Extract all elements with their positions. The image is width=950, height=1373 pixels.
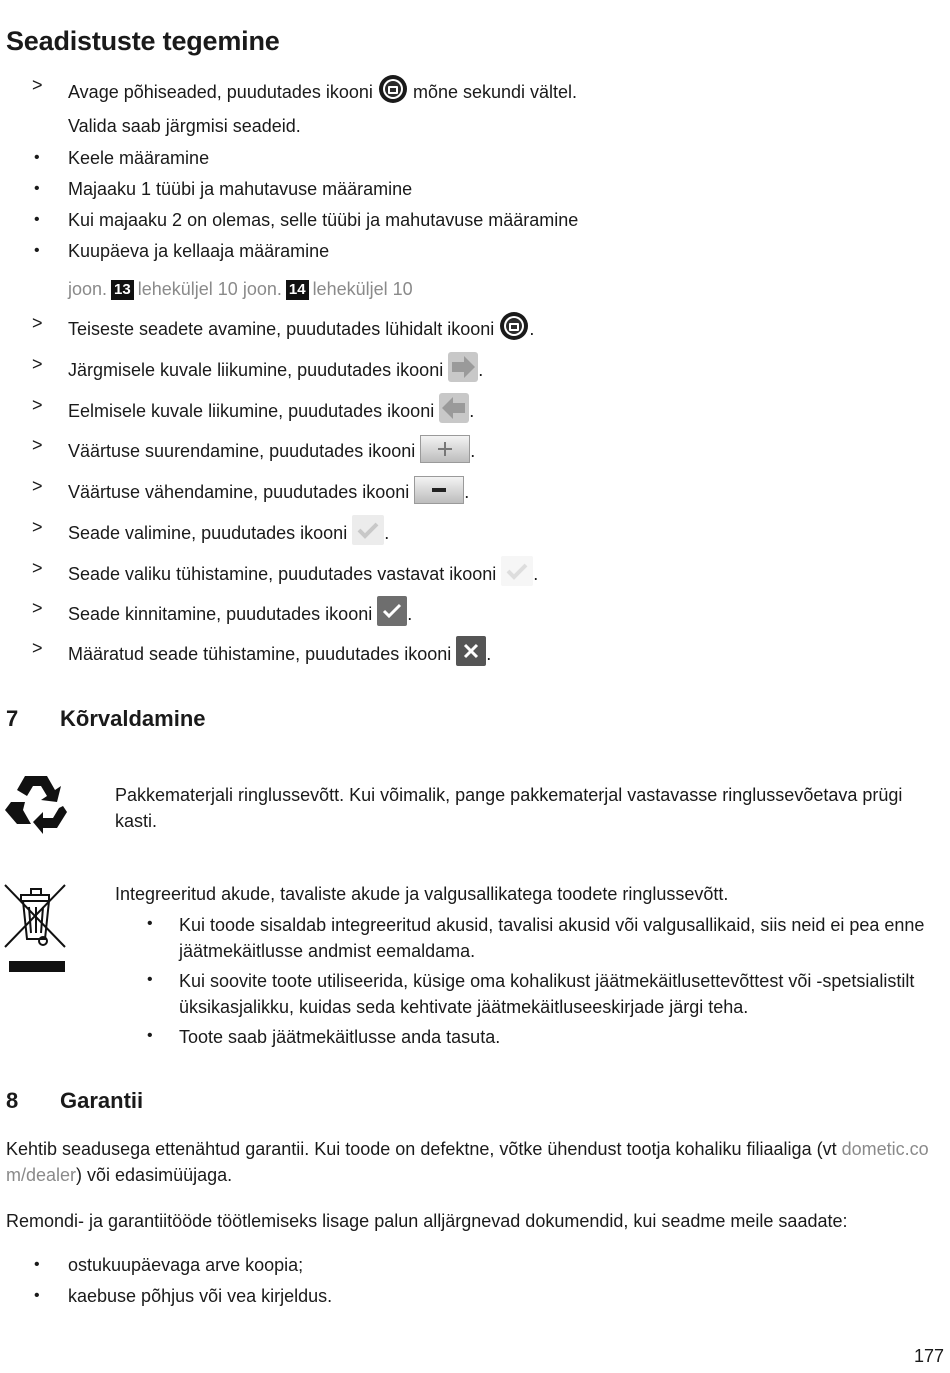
step-marker: > [32,75,43,95]
recycle-icon [3,772,69,836]
weee-bullet: Toote saab jäätmekäitlusse anda tasuta. [179,1027,501,1047]
settings-round-icon [499,311,529,341]
step-marker: > [32,598,43,618]
warranty-paragraph: Kehtib seadusega ettenähtud garantii. Kui toode on defektne, võtke ühendust tootja kohaliku filiaaliga (vt dometic.com/dealer) või edasimüüjaga. [6,1139,929,1185]
step-marker: > [32,354,43,374]
bullet-dot: • [34,1287,40,1304]
bullet-dot: • [34,242,40,259]
bullet-dot: • [34,211,40,228]
step-marker: > [32,435,43,455]
weee-bullet: Kui toode sisaldab integreeritud akusid, tavalisi akusid või valgusallikaid, siis neid ei pea enne jäätmekäitlusse andmist eemaldama. [179,915,925,961]
recycle-text: Pakkematerjali ringlussevõtt. Kui võimalik, pange pakkematerjal vastavasse ringlussevõetava prügi kasti. [115,785,903,831]
close-dark-icon [456,636,486,666]
check-dark-icon [377,596,407,626]
settings-round-icon [378,74,408,104]
bullet-item: Majaaku 1 tüübi ja mahutavuse määramine [68,179,413,199]
step-item: Seade valimine, puudutades ikooni . [68,522,389,545]
step-marker: > [32,638,43,658]
bullet-dot: • [34,180,40,197]
bullet-dot: • [34,149,40,166]
bullet-item: Kuupäeva ja kellaaja määramine [68,241,330,261]
step-item: Teiseste seadete avamine, puudutades lühidalt ikooni . [68,318,534,341]
plus-button-icon [420,435,470,463]
step-item: Määratud seade tühistamine, puudutades ikooni . [68,643,491,666]
dealer-link[interactable]: dometic.com/dealer [6,1139,929,1185]
check-light-icon [352,515,384,545]
check-faint-icon [501,556,533,586]
bullet-item: kaebuse põhjus või vea kirjeldus. [68,1286,333,1306]
step-open-settings: Avage põhiseaded, puudutades ikooni mõne sekundi vältel. [68,81,577,104]
step-item: Väärtuse vähendamine, puudutades ikooni . [68,481,469,504]
bullet-dot: • [147,1027,153,1044]
section-heading-warranty: 8 Garantii [6,1088,144,1113]
bullet-item: ostukuupäevaga arve koopia; [68,1255,304,1275]
weee-bullet: Kui soovite toote utiliseerida, küsige oma kohalikust jäätmekäitlusettevõttest või -spetsialistilt üksikasjalikku, kuidas seda kehtivate jäätmekäitluseeskirjade järgi teha. [179,971,915,1017]
bullet-dot: • [147,971,153,988]
step-item: Järgmisele kuvale liikumine, puudutades ikooni . [68,359,483,382]
bullet-dot: • [34,1256,40,1273]
step-item: Seade kinnitamine, puudutades ikooni . [68,603,412,626]
bullet-dot: • [147,915,153,932]
step-marker: > [32,558,43,578]
documents-paragraph: Remondi- ja garantiitööde töötlemiseks lisage palun alljärgnevad dokumendid, kui seadme meile saadate: [6,1211,848,1231]
step-marker: > [32,517,43,537]
weee-intro: Integreeritud akude, tavaliste akude ja valgusallikatega toodete ringlussevõtt. [115,884,729,904]
page-title: Seadistuste tegemine [6,26,280,56]
minus-button-icon [414,476,464,504]
step-item: Väärtuse suurendamine, puudutades ikooni . [68,440,475,463]
figure-number-badge: 14 [286,280,309,300]
figure-references: joon. 13 leheküljel 10 joon. 14 leheküljel 10 [68,279,413,299]
step-marker: > [32,476,43,496]
step-marker: > [32,313,43,333]
choose-text: Valida saab järgmisi seadeid. [68,116,301,136]
weee-bin-icon [3,883,69,975]
step-marker: > [32,395,43,415]
section-heading-disposal: 7 Kõrvaldamine [6,706,206,731]
bullet-item: Keele määramine [68,148,210,168]
bullet-item: Kui majaaku 2 on olemas, selle tüübi ja mahutavuse määramine [68,210,579,230]
step-item: Eelmisele kuvale liikumine, puudutades ikooni . [68,400,474,423]
arrow-left-icon [439,393,469,423]
arrow-right-icon [448,352,478,382]
page-number: 177 [913,1346,944,1366]
step-item: Seade valiku tühistamine, puudutades vastavat ikooni . [68,563,538,586]
figure-number-badge: 13 [111,280,134,300]
